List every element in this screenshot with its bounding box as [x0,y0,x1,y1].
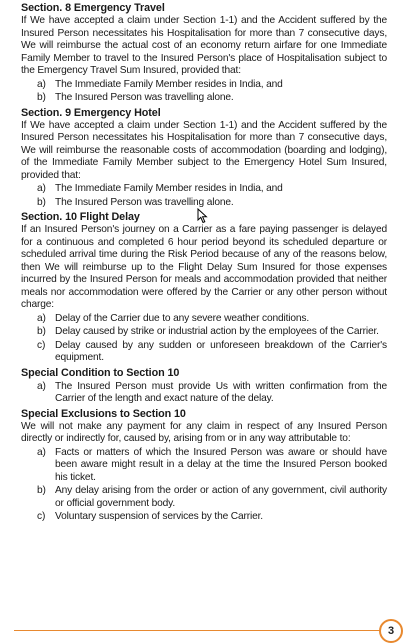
list-item-label: a) [37,78,46,90]
exclusion-list [21,447,387,524]
section-heading: Special Exclusions to Section 10 [21,407,186,420]
list-item-label: a) [37,183,46,194]
list-item [21,79,387,92]
list-item-text: The Immediate Family Member resides in India, and [55,78,283,90]
list-item [21,381,387,406]
reason-list [21,313,387,365]
special-exclusions-section-10 [21,408,387,524]
list-item [21,511,387,524]
section-10 [21,211,387,365]
list-item-text: The Insured Person was travelling alone. [55,196,234,208]
list-item [21,340,387,365]
list-item-text: Any delay arising from the order or action of any government, civil authority or official government body. [55,485,387,509]
list-item-text: The Insured Person must provide Us with written confirmation from the Carrier of the length and exact nature of the delay. [55,380,387,404]
list-item-label: b) [37,92,46,103]
condition-list [21,183,387,209]
list-item-text: Voluntary suspension of services by the Carrier. [55,511,263,522]
list-item-text: Delay caused by strike or industrial action by the employees of the Carrier. [55,326,379,337]
list-item-label: b) [37,326,46,337]
list-item [21,485,387,510]
section-heading: Section. 9 Emergency Hotel [21,106,161,119]
section-heading: Section. 10 Flight Delay [21,211,140,223]
mouse-cursor-icon [197,208,208,224]
condition-list [21,381,387,406]
section-paragraph: If We have accepted a claim under Section 1-1) and the Accident suffered by the Insured Person necessitates his Hospitalisation for more than 7 consecutive days, We will reimburse the actual cost of an economy return airfare for one Immediate Family Member to travel to the Insured Person's place of Hospitalisation subject to the Emergency Travel Sum Insured, provided that: [21,15,387,76]
page-number-badge: 3 [379,619,403,643]
list-item-label: a) [37,380,46,392]
list-item-label: a) [37,312,46,324]
list-item [21,447,387,485]
section-9 [21,107,387,210]
list-item-text: Delay caused by any sudden or unforeseen breakdown of the Carrier's equipment. [55,339,387,363]
list-item-label: c) [37,339,46,351]
list-item-text: The Insured Person was travelling alone. [55,92,234,103]
section-paragraph: If an Insured Person's journey on a Carrier as a fare paying passenger is delayed for a continuous and completed 6 hour period beyond its scheduled departure or scheduled arrival time during the Risk Period because of any of the reasons below, then We will reimburse up to the Flight Delay Sum Insured for those expenses incurred by the Insured Person for meals and accommodation provided that neither meals nor accommodation were offered by the Carrier or any other person without charge: [21,224,387,310]
list-item-label: b) [37,485,46,496]
section-paragraph: If We have accepted a claim under Section 1-1) and the Accident suffered by the Insured Person necessitates his Hospitalisation for more than 7 consecutive days, We will reimburse the reasonable costs of accommodation (boarding and lodging), of the Immediate Family Member subject to the Emergency Hotel Sum Insured, provided that: [21,119,387,181]
special-condition-section-10 [21,367,387,406]
list-item [21,313,387,326]
section-paragraph: We will not make any payment for any claim in respect of any Insured Person directly or indirectly for, caused by, arising from or in any way attributable to: [21,420,387,444]
list-item-label: c) [37,511,46,522]
section-heading: Special Condition to Section 10 [21,366,180,379]
list-item [21,183,387,196]
footer-rule [14,630,388,631]
list-item-text: Facts or matters of which the Insured Person was aware or should have been aware might result in a delay at the time the Insured Person booked his ticket. [55,446,387,483]
list-item [21,92,387,105]
document-body [21,2,387,526]
section-heading: Section. 8 Emergency Travel [21,2,165,14]
list-item-text: The Immediate Family Member resides in India, and [55,183,283,194]
list-item-text: Delay of the Carrier due to any severe weather conditions. [55,312,310,324]
list-item-label: a) [37,446,46,458]
list-item-label: b) [37,196,46,208]
condition-list [21,79,387,105]
section-8 [21,2,387,105]
list-item [21,326,387,339]
